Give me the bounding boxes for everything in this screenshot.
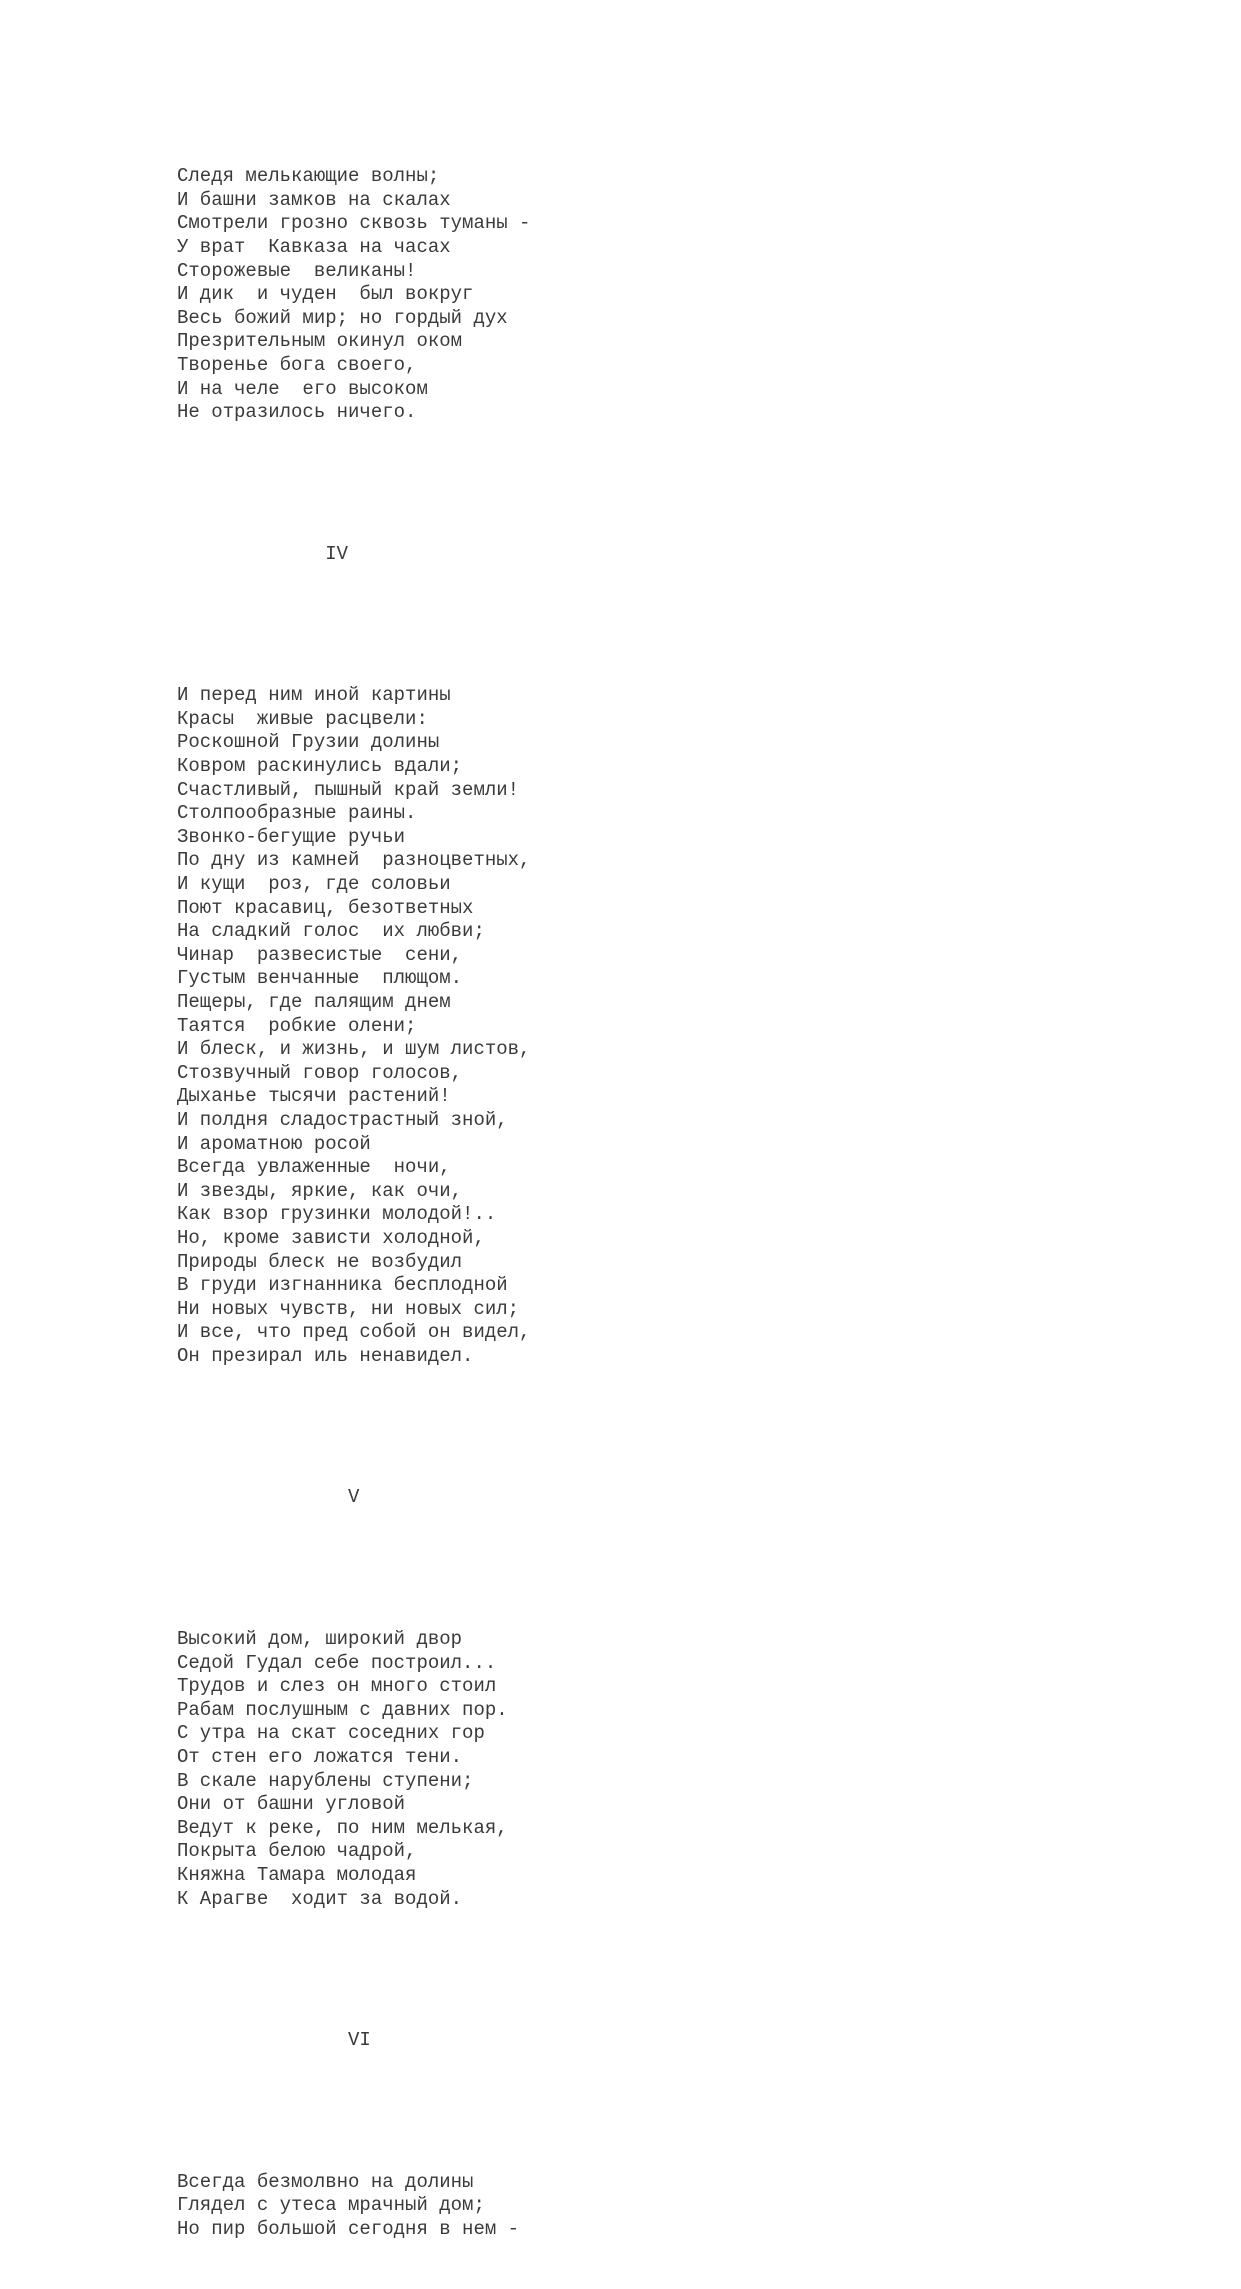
poem-line: Глядел с утеса мрачный дом; bbox=[177, 2194, 485, 2217]
stanza-6 bbox=[177, 2171, 1077, 2242]
poem-line: Ковром раскинулись вдали; bbox=[177, 755, 463, 778]
poem-text bbox=[177, 118, 1077, 2289]
poem-line: И кущи роз, где соловьи bbox=[177, 873, 451, 895]
poem-line: И ароматною росой bbox=[177, 1132, 371, 1155]
stanza-4 bbox=[177, 684, 1077, 1368]
poem-line: Весь божий мир; но гордый дух bbox=[177, 306, 508, 329]
poem-line: Роскошной Грузии долины bbox=[177, 731, 440, 754]
poem-line: Творенье бога своего, bbox=[177, 353, 417, 376]
stanza-heading-v: V bbox=[177, 1486, 360, 1509]
poem-line: Красы живые расцвели: bbox=[177, 707, 428, 730]
poem-line: Звонко-бегущие ручьи bbox=[177, 825, 406, 848]
poem-line: Трудов и слез он много стоил bbox=[177, 1675, 497, 1698]
poem-line: Седой Гудал себе построил... bbox=[177, 1651, 497, 1674]
poem-line: И все, что пред собой он видел, bbox=[177, 1321, 531, 1344]
poem-line: У врат Кавказа на часах bbox=[177, 235, 451, 258]
poem-line: И полдня сладострастный зной, bbox=[177, 1108, 508, 1131]
poem-line: Не отразилось ничего. bbox=[177, 401, 417, 424]
poem-line: Презрительным окинул оком bbox=[177, 330, 463, 353]
poem-line: И башни замков на скалах bbox=[177, 188, 451, 211]
blank-line bbox=[177, 613, 1077, 637]
poem-line: Всегда увлаженные ночи, bbox=[177, 1156, 451, 1179]
poem-line: И звезды, яркие, как очи, bbox=[177, 1179, 463, 1202]
poem-line: Следя мелькающие волны; bbox=[177, 165, 440, 188]
poem-line: Дыханье тысячи растений! bbox=[177, 1085, 451, 1108]
blank-line bbox=[177, 1557, 1077, 1581]
poem-line: Ни новых чувств, ни новых сил; bbox=[177, 1297, 520, 1320]
poem-line: Таятся робкие олени; bbox=[177, 1014, 417, 1037]
poem-line: Пещеры, где палящим днем bbox=[177, 990, 451, 1013]
poem-line: Как взор грузинки молодой!.. bbox=[177, 1203, 497, 1226]
poem-line: Ведут к реке, по ним мелькая, bbox=[177, 1816, 508, 1839]
blank-line bbox=[177, 2100, 1077, 2124]
poem-line: Смотрели грозно сквозь туманы - bbox=[177, 212, 531, 235]
poem-line: Княжна Тамара молодая bbox=[177, 1863, 417, 1886]
poem-line: Природы блеск не возбудил bbox=[177, 1250, 463, 1273]
poem-line: Рабам послушным с давних пор. bbox=[177, 1698, 508, 1721]
poem-line: Они от башни угловой bbox=[177, 1793, 406, 1816]
poem-line: Поют красавиц, безответных bbox=[177, 896, 474, 919]
poem-line: И дик и чуден был вокруг bbox=[177, 283, 474, 306]
poem-line: Он презирал иль ненавидел. bbox=[177, 1344, 474, 1367]
poem-line: Чинар развесистые сени, bbox=[177, 943, 463, 966]
poem-line: Густым венчанные плющом. bbox=[177, 967, 463, 990]
blank-line bbox=[177, 1416, 1077, 1440]
poem-line: Покрыта белою чадрой, bbox=[177, 1840, 417, 1863]
poem-line: Но пир большой сегодня в нем - bbox=[177, 2217, 520, 2240]
poem-line: Стозвучный говор голосов, bbox=[177, 1061, 463, 1084]
stanza-5 bbox=[177, 1628, 1077, 1911]
stanza-heading-vi: VI bbox=[177, 2029, 371, 2052]
poem-line: На сладкий голос их любви; bbox=[177, 920, 485, 943]
poem-line: К Арагве ходит за водой. bbox=[177, 1887, 463, 1910]
poem-line: От стен его ложатся тени. bbox=[177, 1745, 463, 1768]
poem-line: И перед ним иной картины bbox=[177, 684, 451, 707]
poem-line: В скале нарублены ступени; bbox=[177, 1769, 474, 1792]
poem-line: Но, кроме зависти холодной, bbox=[177, 1226, 485, 1249]
poem-line: Столпообразные раины. bbox=[177, 802, 417, 825]
stanza-3-tail bbox=[177, 165, 1077, 425]
blank-line bbox=[177, 1958, 1077, 1982]
poem-line: И на челе его высоком bbox=[177, 377, 428, 400]
stanza-heading-iv: IV bbox=[177, 542, 349, 565]
poem-line: С утра на скат соседних гор bbox=[177, 1722, 485, 1745]
poem-line: В груди изгнанника бесплодной bbox=[177, 1274, 508, 1297]
poem-line: Сторожевые великаны! bbox=[177, 259, 417, 282]
poem-line: Всегда безмолвно на долины bbox=[177, 2170, 474, 2193]
poem-line: Счастливый, пышный край земли! bbox=[177, 778, 520, 801]
blank-line bbox=[177, 472, 1077, 496]
poem-line: И блеск, и жизнь, и шум листов, bbox=[177, 1038, 531, 1061]
poem-line: Высокий дом, широкий двор bbox=[177, 1628, 463, 1650]
poem-line: По дну из камней разноцветных, bbox=[177, 849, 531, 872]
